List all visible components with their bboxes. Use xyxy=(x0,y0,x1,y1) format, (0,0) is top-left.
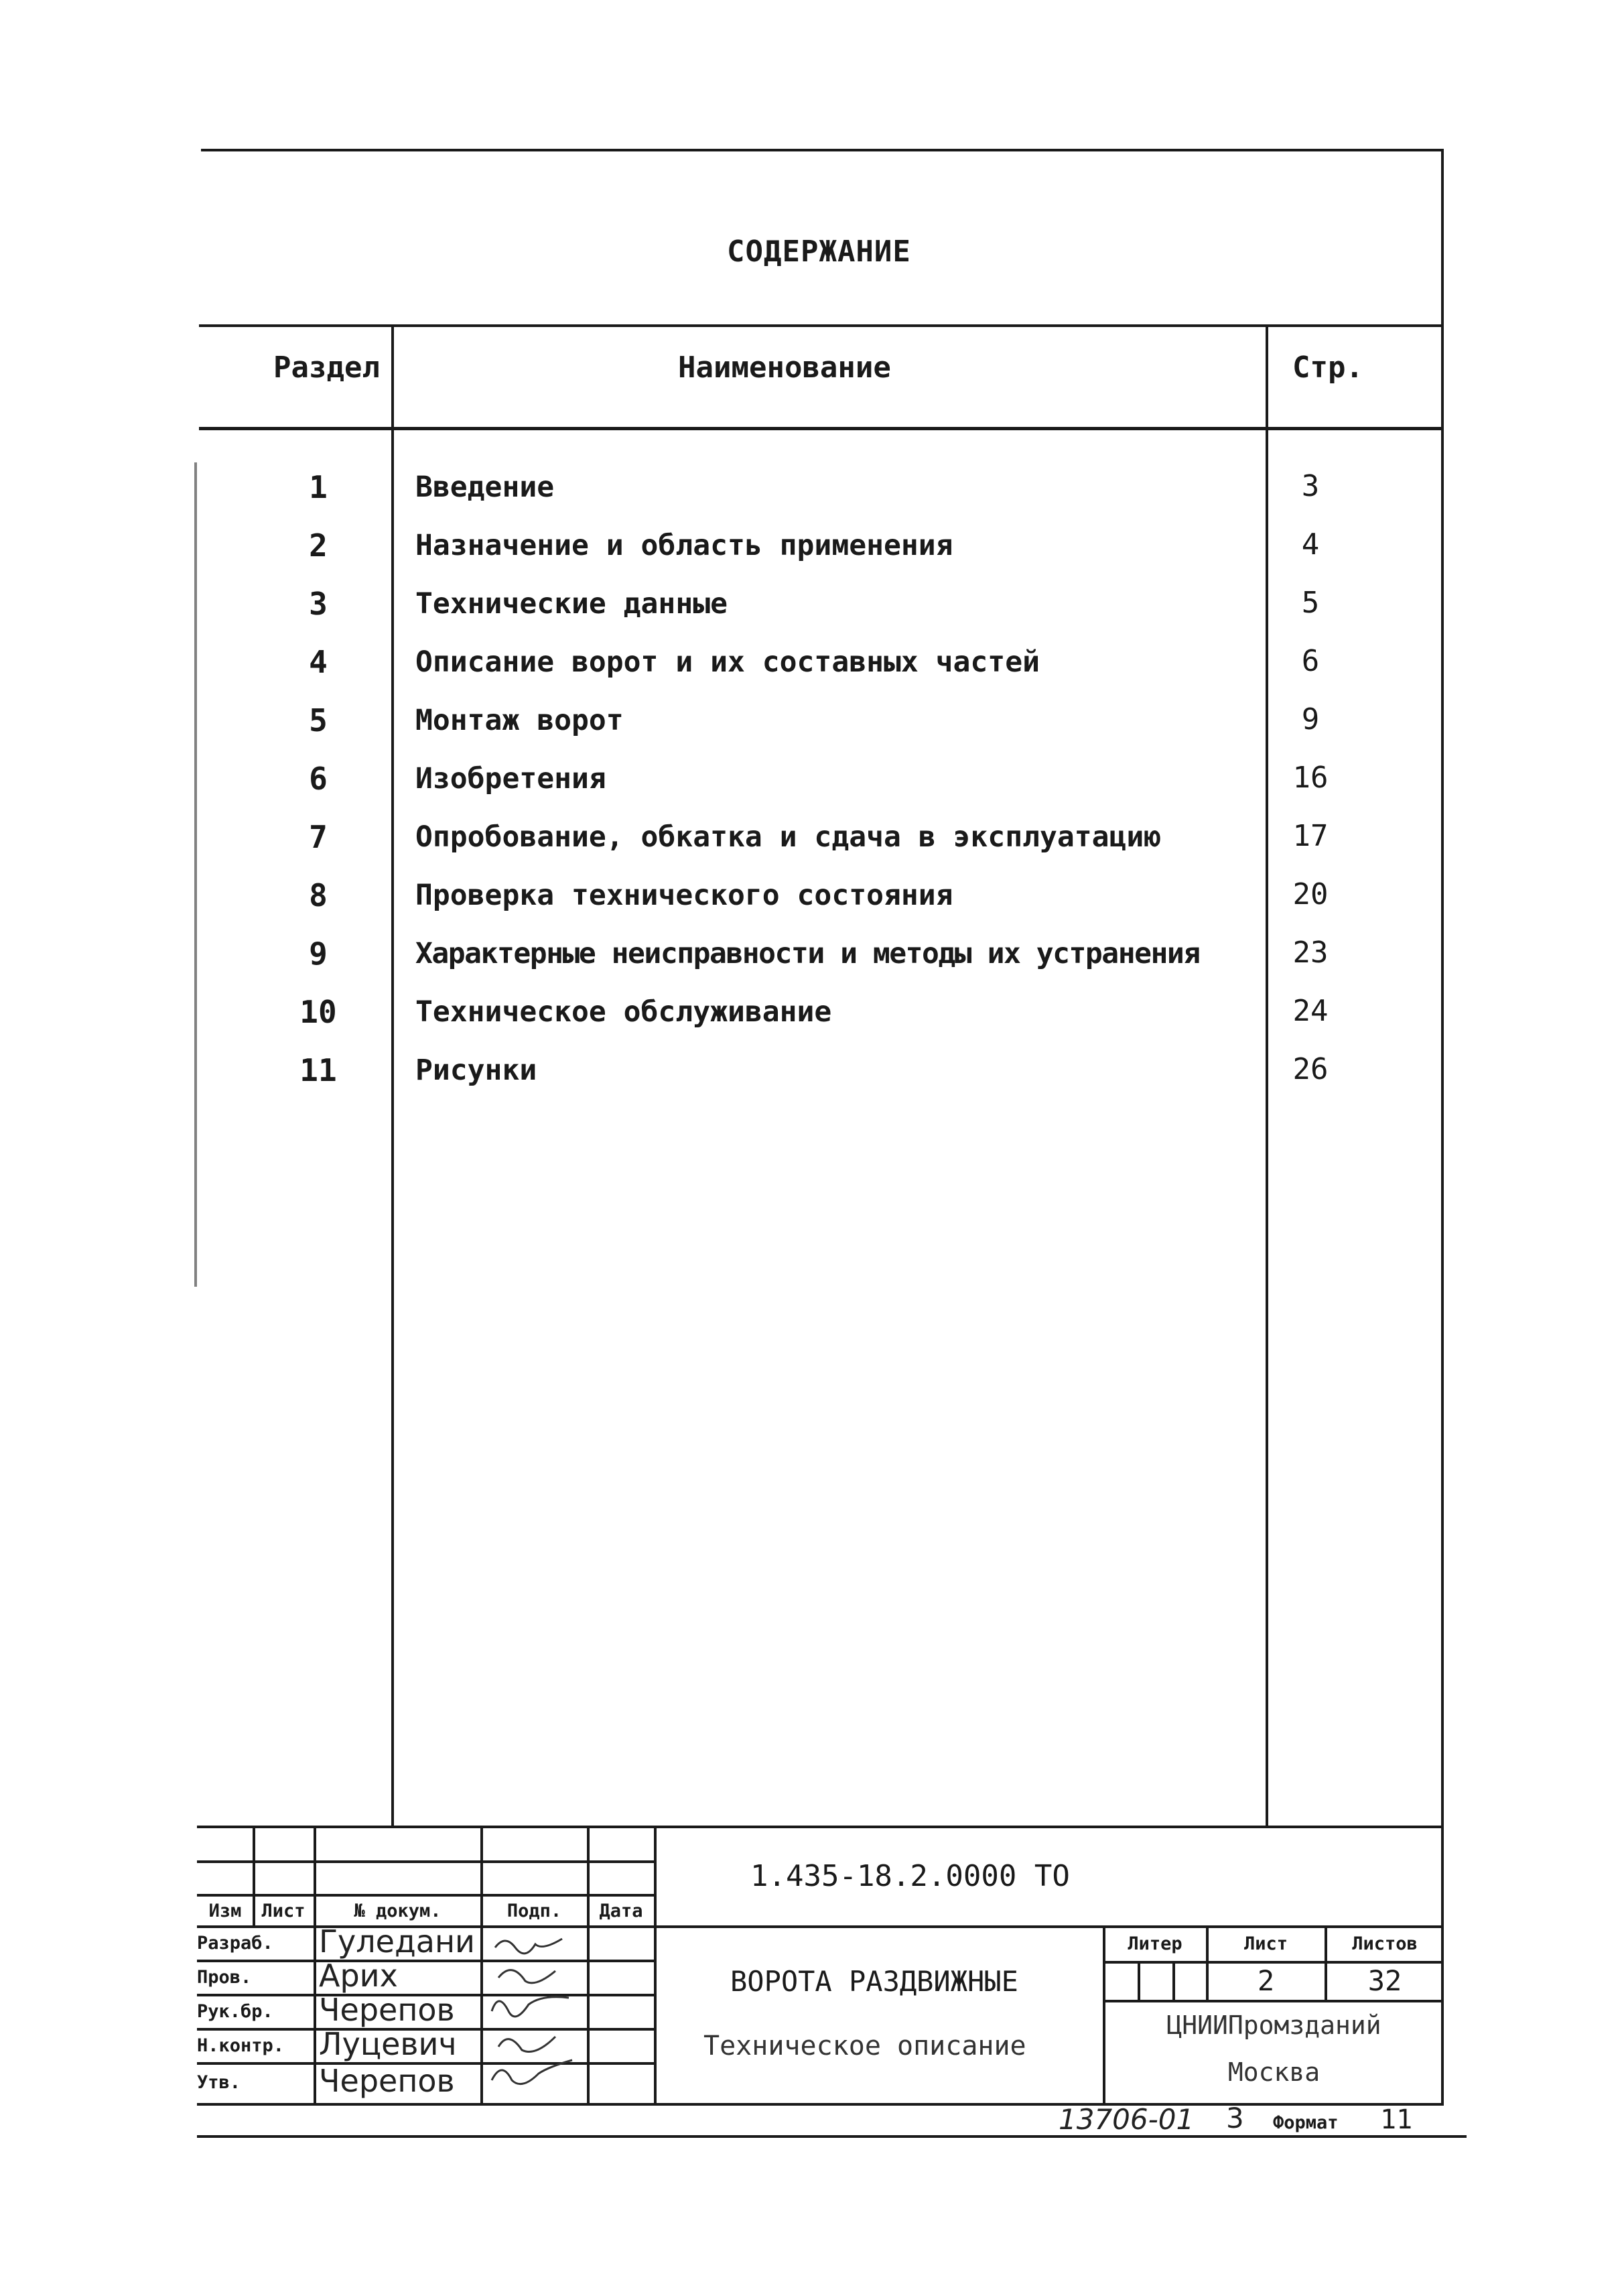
stamp-person-name: Черепов xyxy=(319,1992,455,2028)
stamp-litera-sub-1 xyxy=(1138,1961,1140,2000)
page-bottom-line xyxy=(197,2135,1467,2138)
column-header-name: Наименование xyxy=(678,350,891,385)
toc-row-number: 8 xyxy=(309,877,328,913)
toc-row-number: 6 xyxy=(309,761,328,797)
inventory-number: 13706-01 xyxy=(1059,2103,1195,2136)
stamp-sheet-line xyxy=(1103,2000,1444,2002)
toc-row-name: Опробование, обкатка и сдача в эксплуатацию xyxy=(415,820,1162,854)
document-title: СОДЕРЖАНИЕ xyxy=(727,235,911,269)
copy-number: 3 xyxy=(1226,2102,1244,2134)
stamp-col-line-5 xyxy=(654,1826,657,2103)
product-name: ВОРОТА РАЗДВИЖНЫЕ xyxy=(730,1965,1018,1998)
stamp-sheets-label: Листов xyxy=(1352,1933,1418,1954)
toc-row-name: Технические данные xyxy=(415,587,728,621)
toc-row-name: Изобретения xyxy=(415,762,606,795)
document-designation: 1.435-18.2.0000 ТО xyxy=(750,1859,1070,1893)
stamp-label-doc-no: № докум. xyxy=(354,1900,442,1921)
toc-row-number: 1 xyxy=(309,469,328,505)
toc-row-number: 4 xyxy=(309,644,328,680)
organization-city: Москва xyxy=(1227,2057,1321,2087)
toc-row-page: 24 xyxy=(1292,994,1329,1028)
toc-row-number: 10 xyxy=(299,994,337,1030)
toc-row-page: 16 xyxy=(1292,761,1329,795)
toc-row-page: 3 xyxy=(1301,469,1320,503)
stamp-top-line xyxy=(197,1826,1444,1828)
stamp-person-name: Луцевич xyxy=(319,2026,457,2062)
stamp-person-name: Гуледани xyxy=(319,1923,475,1960)
toc-row-number: 11 xyxy=(299,1052,337,1088)
toc-row-name: Монтаж ворот xyxy=(415,704,624,737)
stamp-sheet-value: 2 xyxy=(1257,1964,1275,1997)
stamp-role: Рук.бр. xyxy=(197,2001,273,2022)
stamp-label-izm: Изм xyxy=(208,1900,242,1921)
table-col-divider-1 xyxy=(391,324,394,1826)
toc-row-number: 9 xyxy=(309,936,328,972)
stamp-sheet-label: Лист xyxy=(1243,1933,1288,1954)
stamp-role: Утв. xyxy=(197,2072,241,2093)
stamp-role: Пров. xyxy=(197,1967,252,1988)
toc-row-number: 7 xyxy=(309,819,328,855)
stamp-litera-sub-2 xyxy=(1172,1961,1175,2000)
toc-row-page: 23 xyxy=(1292,936,1329,970)
table-header-top-line xyxy=(199,324,1444,327)
stamp-label-list: Лист xyxy=(261,1900,306,1921)
toc-row-name: Введение xyxy=(415,470,555,504)
frame-top-line xyxy=(201,149,1444,151)
toc-row-page: 4 xyxy=(1301,527,1320,562)
toc-row-name: Рисунки xyxy=(415,1054,537,1087)
format-label: Формат xyxy=(1273,2112,1339,2133)
toc-row-page: 20 xyxy=(1292,877,1329,911)
toc-row-name: Техническое обслуживание xyxy=(415,995,832,1029)
document-type: Техническое описание xyxy=(703,2031,1026,2061)
column-header-section: Раздел xyxy=(273,350,380,385)
toc-row-page: 5 xyxy=(1301,586,1320,620)
toc-row-number: 5 xyxy=(309,702,328,739)
toc-row-name: Описание ворот и их составных частей xyxy=(415,645,1040,679)
toc-row-number: 3 xyxy=(309,586,328,622)
stamp-col-line-2 xyxy=(314,1826,316,2103)
toc-row-name: Назначение и область применения xyxy=(415,529,953,562)
toc-row-page: 17 xyxy=(1292,819,1329,853)
toc-row-name: Характерные неисправности и методы их устранения xyxy=(415,937,1200,970)
toc-row-page: 6 xyxy=(1301,644,1320,678)
signature-scribbles xyxy=(482,1927,587,2103)
stamp-sheets-value: 32 xyxy=(1367,1964,1402,1997)
toc-row-page: 9 xyxy=(1301,702,1320,737)
stamp-label-sign: Подп. xyxy=(506,1900,562,1921)
frame-right-line xyxy=(1441,149,1444,2106)
stamp-person-name: Черепов xyxy=(319,2063,455,2099)
stamp-col-line-4 xyxy=(587,1826,590,2103)
format-value: 11 xyxy=(1380,2104,1413,2135)
stamp-litera-label: Литер xyxy=(1128,1933,1182,1954)
organization-name: ЦНИИПромзданий xyxy=(1166,2011,1381,2040)
stamp-person-name: Арих xyxy=(319,1958,398,1994)
stamp-label-date: Дата xyxy=(599,1900,643,1921)
toc-row-page: 26 xyxy=(1292,1052,1329,1086)
table-header-bottom-line xyxy=(199,427,1444,430)
stamp-role: Разраб. xyxy=(197,1933,273,1954)
column-header-page: Стр. xyxy=(1292,350,1363,385)
toc-row-number: 2 xyxy=(309,527,328,564)
stamp-bottom-line xyxy=(197,2103,1444,2106)
frame-left-line xyxy=(194,462,197,1287)
stamp-role: Н.контр. xyxy=(197,2035,285,2056)
table-col-divider-2 xyxy=(1266,324,1268,1826)
toc-row-name: Проверка технического состояния xyxy=(415,879,953,912)
